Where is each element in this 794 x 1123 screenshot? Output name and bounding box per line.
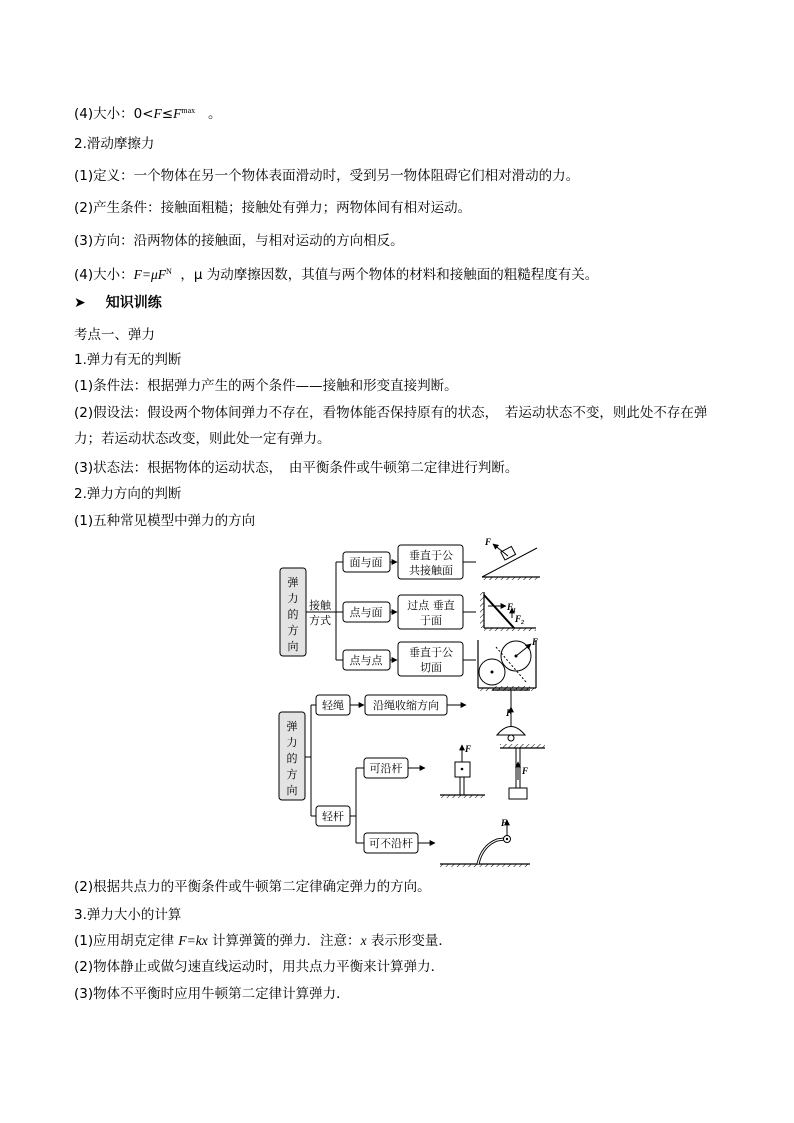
- case-direction-label: 垂直于公: [409, 646, 453, 659]
- text: 表示形变量．: [366, 933, 452, 949]
- root-char: 弹: [287, 576, 299, 589]
- direction-line: (3)方向：沿两物体的接触面，与相对运动的方向相反。: [74, 233, 404, 249]
- force-label: F: [532, 637, 539, 647]
- root-char: 向: [286, 784, 298, 797]
- case-direction-label: 于面: [420, 614, 442, 627]
- state-method-line: (3)状态法：根据物体的运动状态， 由平衡条件或牛顿第二定律进行判断。: [74, 460, 519, 476]
- leq-sign: ≤: [161, 106, 174, 122]
- superscript-max: max: [181, 106, 196, 115]
- case-type-label: 面与面: [349, 556, 383, 569]
- rod-can-label: 可沿杆: [369, 762, 403, 775]
- text: (4)大小：0<: [74, 106, 154, 122]
- subscript-2: 2: [521, 620, 525, 626]
- root-char: 的: [287, 608, 299, 621]
- force-f2: F: [515, 614, 522, 624]
- balance-method-line: (2)物体静止或做匀速直线运动时，用共点力平衡来计算弹力．: [74, 959, 445, 975]
- rod-cannot-label: 可不沿杆: [369, 837, 413, 850]
- contact-label: 方式: [309, 614, 331, 627]
- section-title: 知识训练: [105, 295, 162, 311]
- formula: F=kx: [178, 933, 208, 948]
- case-direction-label: 共接触面: [409, 564, 453, 577]
- sub-heading: 2.弹力方向的判断: [74, 486, 182, 502]
- case-type-label: 点与点: [349, 654, 383, 667]
- two-balls-illustration: [478, 637, 538, 691]
- sub-heading: 1.弹力有无的判断: [74, 352, 182, 368]
- formula: F=μF: [133, 267, 167, 282]
- light-rope-branch: [316, 695, 466, 715]
- superscript-n: N: [166, 267, 172, 276]
- bottom-root-box: [279, 712, 305, 800]
- root-char: 方: [286, 768, 298, 781]
- condition-method-line: (1)条件法：根据弹力产生的两个条件——接触和形变直接判断。: [74, 378, 458, 394]
- force-label: F: [506, 708, 513, 718]
- top-root-box: [280, 568, 306, 656]
- case-face-face: [343, 545, 463, 579]
- root-char: 的: [286, 752, 298, 765]
- var-f: F: [173, 106, 182, 121]
- var-f: F: [153, 106, 162, 121]
- force-f1: F: [507, 602, 514, 612]
- force-label: F: [522, 766, 529, 776]
- five-models-line: (1)五种常见模型中弹力的方向: [74, 513, 256, 529]
- force-label: F: [485, 537, 492, 547]
- case-point-point: [343, 642, 463, 676]
- case-direction-label: 切面: [420, 661, 442, 674]
- case-type-label: 点与面: [349, 606, 383, 619]
- root-char: 力: [287, 592, 299, 605]
- root-char: 力: [286, 736, 298, 749]
- rope-direction-label: 沿绳收缩方向: [373, 699, 439, 712]
- var-x: x: [360, 933, 367, 948]
- force-label: F: [501, 818, 508, 828]
- text: (1)应用胡克定律: [74, 933, 179, 949]
- definition-line: (1)定义：一个物体在另一个物体表面滑动时，受到另一物体阻碍它们相对滑动的力。: [74, 168, 580, 184]
- rod-label: 轻杆: [322, 810, 344, 823]
- newton-method-line: (3)物体不平衡时应用牛顿第二定律计算弹力．: [74, 986, 350, 1002]
- topic-heading: 考点一、弹力: [74, 327, 155, 343]
- force-label: [506, 602, 516, 614]
- hanging-rod-illustration: [500, 744, 545, 799]
- force-label: [514, 614, 524, 626]
- text: ，μ 为动摩擦因数，其值与两个物体的材料和接触面的粗糙程度有关。: [180, 267, 599, 283]
- light-rod-branch: [316, 758, 435, 853]
- rod-corner-illustration: [480, 592, 536, 631]
- hypothesis-method-paragraph: (2)假设法：假设两个物体间弹力不存在，看物体能否保持原有的状态， 若运动状态不变，则此处不存在弹力；若运动状态改变，则此处一定有弹力。: [74, 405, 708, 447]
- root-char: 方: [287, 624, 299, 637]
- force-label: F: [465, 744, 472, 754]
- hanging-lamp-illustration: [492, 686, 530, 741]
- subscript-1: 1: [513, 608, 517, 614]
- text: 计算弹簧的弹力．注意：: [207, 933, 361, 949]
- root-char: 向: [287, 640, 299, 653]
- condition-line: (2)产生条件：接触面粗糙；接触处有弹力；两物体间有相对运动。: [74, 200, 472, 216]
- block-on-post-illustration: [440, 744, 485, 798]
- rope-label: 轻绳: [322, 699, 344, 712]
- sub-heading: 3.弹力大小的计算: [74, 907, 182, 923]
- case-point-face: [343, 595, 463, 629]
- curved-rod-illustration: [440, 818, 530, 867]
- incline-block-illustration: [482, 537, 540, 580]
- case-direction-label: 过点 垂直: [407, 599, 455, 612]
- sliding-friction-heading: 2.滑动摩擦力: [74, 136, 155, 152]
- arrowhead-icon: ➤: [74, 295, 86, 311]
- case-direction-label: 垂直于公: [409, 549, 453, 562]
- period: 。: [208, 106, 222, 122]
- hooke-law-line: [74, 932, 452, 950]
- text: (4)大小：: [74, 267, 134, 283]
- root-char: 弹: [286, 720, 298, 733]
- equilibrium-method-line: (2)根据共点力的平衡条件或牛顿第二定律确定弹力的方向。: [74, 879, 431, 895]
- contact-label: 接触: [309, 599, 331, 612]
